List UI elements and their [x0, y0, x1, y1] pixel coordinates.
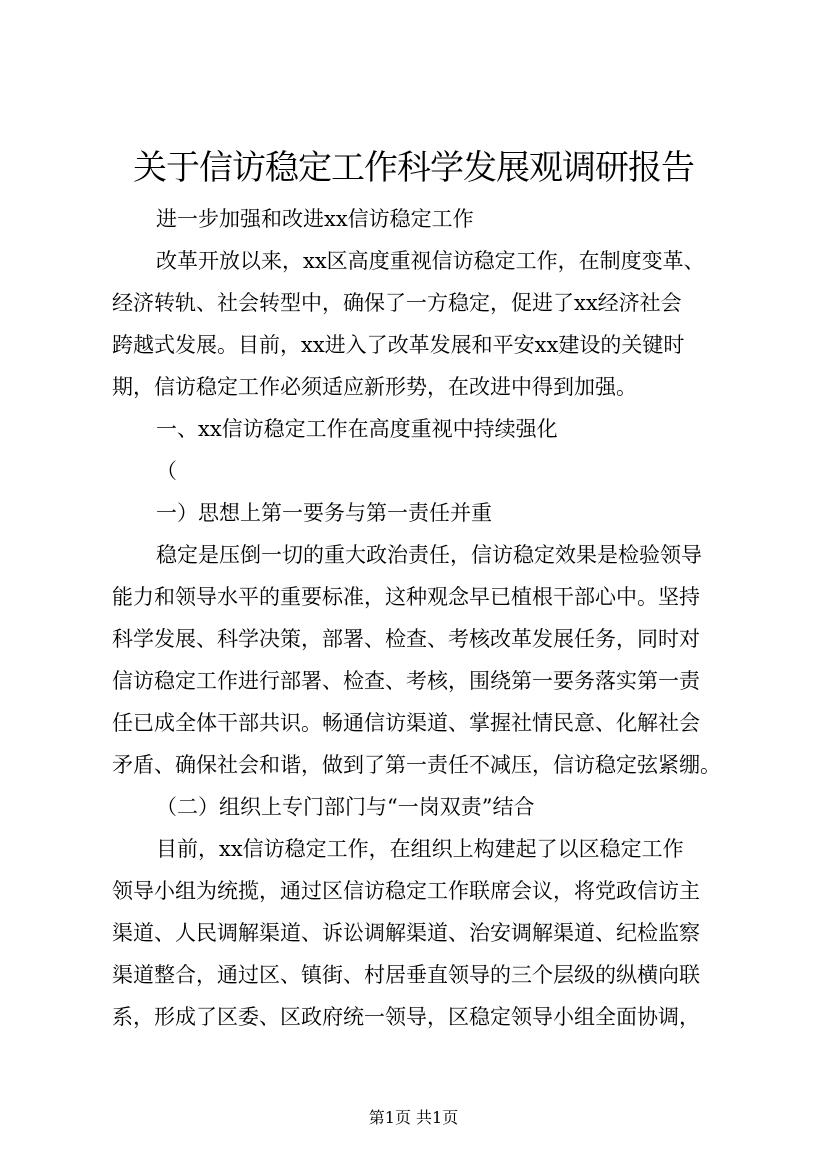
text-line: 稳定是压倒一切的重大政治责任，信访稳定效果是检验领导 [156, 543, 702, 567]
text-line: 领导小组为统揽，通过区信访稳定工作联席会议，将党政信访主 [112, 879, 700, 903]
text-line: （ [156, 459, 177, 483]
text-line: 经济转轨、社会转型中，确保了一方稳定，促进了xx经济社会 [112, 291, 682, 315]
section-heading: 一、xx信访稳定工作在高度重视中持续强化 [156, 417, 558, 441]
document-title: 关于信访稳定工作科学发展观调研报告 [133, 148, 694, 188]
text-line: 系，形成了区委、区政府统一领导，区稳定领导小组全面协调， [112, 1005, 700, 1029]
text-line: 任已成全体干部共识。畅通信访渠道、掌握社情民意、化解社会 [112, 711, 700, 735]
subsection-heading: （二）组织上专门部门与“一岗双责”结合 [156, 795, 535, 819]
subsection-heading: 一）思想上第一要务与第一责任并重 [156, 501, 492, 525]
text-line: 渠道整合，通过区、镇街、村居垂直领导的三个层级的纵横向联 [112, 963, 700, 987]
text-line: 期，信访稳定工作必须适应新形势，在改进中得到加强。 [112, 375, 637, 399]
text-line: 能力和领导水平的重要标准，这种观念早已植根干部心中。坚持 [112, 585, 700, 609]
page-footer: 第1页 共1页 [368, 1108, 459, 1127]
text-line: 渠道、人民调解渠道、诉讼调解渠道、治安调解渠道、纪检监察 [112, 921, 700, 945]
text-line: 目前，xx信访稳定工作，在组织上构建起了以区稳定工作 [156, 837, 684, 861]
text-line: 信访稳定工作进行部署、检查、考核，围绕第一要务落实第一责 [112, 669, 700, 693]
text-line: 进一步加强和改进xx信访稳定工作 [156, 207, 474, 231]
text-line: 跨越式发展。目前，xx进入了改革发展和平安xx建设的关键时 [112, 333, 685, 357]
document-body [112, 198, 738, 1038]
text-line: 矛盾、确保社会和谐，做到了第一责任不减压，信访稳定弦紧绷。 [112, 753, 721, 777]
text-line: 科学发展、科学决策，部署、检查、考核改革发展任务，同时对 [112, 627, 700, 651]
text-line: 改革开放以来，xx区高度重视信访稳定工作，在制度变革、 [156, 249, 705, 273]
